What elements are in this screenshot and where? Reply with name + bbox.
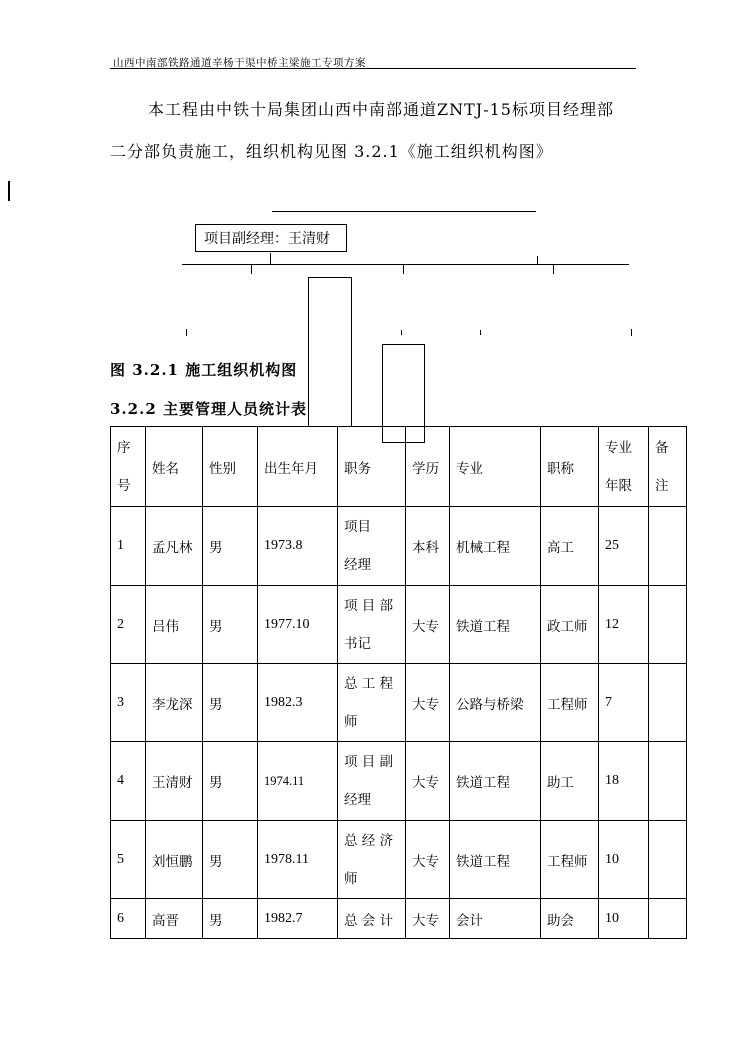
cell-birth: 1973.8 (258, 507, 338, 586)
table-header-row (111, 427, 687, 507)
cell-education: 本科 (406, 507, 450, 586)
cell-years: 10 (599, 821, 649, 899)
cell-title: 政工师 (541, 586, 599, 664)
cell-major: 机械工程 (450, 507, 541, 586)
cell-gender: 男 (203, 664, 258, 742)
org-tick (186, 329, 187, 336)
cell-education: 大专 (406, 664, 450, 742)
cell-position: 项目 经理 (338, 507, 406, 586)
org-connector (270, 253, 271, 264)
cell-title: 高工 (541, 507, 599, 586)
header-education: 学历 (406, 427, 450, 507)
header-position: 职务 (338, 427, 406, 507)
cell-seq: 3 (111, 664, 146, 742)
cell-position: 项 目 部 书记 (338, 586, 406, 664)
org-top-line (272, 211, 536, 212)
cell-name: 孟凡林 (146, 507, 203, 586)
org-branch-line (182, 264, 629, 265)
table-row (111, 821, 687, 899)
cell-name: 刘恒鹏 (146, 821, 203, 899)
org-tick (480, 330, 481, 335)
cell-seq: 6 (111, 899, 146, 939)
cell-birth: 1974.11 (258, 742, 338, 821)
cell-name: 吕伟 (146, 586, 203, 664)
intro-line-1: 本工程由中铁十局集团山西中南部通道ZNTJ-15标项目经理部 (148, 100, 614, 119)
cell-title: 工程师 (541, 664, 599, 742)
cell-years: 12 (599, 586, 649, 664)
header-seq: 序 号 (111, 427, 146, 507)
org-box-deputy-manager: 项目副经理：王清财 (195, 224, 347, 252)
org-tick (631, 329, 632, 336)
cell-years: 25 (599, 507, 649, 586)
cell-major: 铁道工程 (450, 821, 541, 899)
org-box-vertical (308, 277, 352, 427)
org-connector (537, 256, 538, 264)
header-name: 姓名 (146, 427, 203, 507)
table-row (111, 899, 687, 939)
header-birth: 出生年月 (258, 427, 338, 507)
cell-years: 18 (599, 742, 649, 821)
cell-education: 大专 (406, 586, 450, 664)
cell-name: 高晋 (146, 899, 203, 939)
cell-position: 总 工 程 师 (338, 664, 406, 742)
table-row (111, 742, 687, 821)
cell-major: 铁道工程 (450, 742, 541, 821)
cell-title: 助会 (541, 899, 599, 939)
cell-major: 铁道工程 (450, 586, 541, 664)
header-years: 专业 年限 (599, 427, 649, 507)
cell-gender: 男 (203, 821, 258, 899)
cell-gender: 男 (203, 586, 258, 664)
cell-gender: 男 (203, 899, 258, 939)
cell-seq: 5 (111, 821, 146, 899)
cell-birth: 1978.11 (258, 821, 338, 899)
org-connector (403, 265, 404, 274)
cell-seq: 2 (111, 586, 146, 664)
cell-name: 王清财 (146, 742, 203, 821)
cell-birth: 1982.3 (258, 664, 338, 742)
cell-remark (649, 664, 687, 742)
cell-seq: 4 (111, 742, 146, 821)
running-header: 山西中南部铁路通道辛杨干渠中桥主梁施工专项方案 (113, 57, 366, 69)
text-cursor (8, 181, 10, 201)
staff-table (110, 426, 687, 939)
cell-major: 会计 (450, 899, 541, 939)
table-caption: 3.2.2 主要管理人员统计表 (110, 400, 307, 418)
org-connector (251, 265, 252, 274)
cell-education: 大专 (406, 899, 450, 939)
table-row (111, 507, 687, 586)
cell-remark (649, 507, 687, 586)
header-major: 专业 (450, 427, 541, 507)
cell-position: 总 经 济 师 (338, 821, 406, 899)
cell-name: 李龙深 (146, 664, 203, 742)
cell-years: 10 (599, 899, 649, 939)
cell-title: 助工 (541, 742, 599, 821)
cell-seq: 1 (111, 507, 146, 586)
cell-education: 大专 (406, 821, 450, 899)
header-gender: 性别 (203, 427, 258, 507)
cell-gender: 男 (203, 507, 258, 586)
cell-education: 大专 (406, 742, 450, 821)
intro-line-2: 二分部负责施工，组织机构见图 3.2.1《施工组织机构图》 (110, 142, 553, 161)
cell-position: 项 目 副 经理 (338, 742, 406, 821)
cell-remark (649, 899, 687, 939)
cell-position: 总 会 计 (338, 899, 406, 939)
figure-caption: 图 3.2.1 施工组织机构图 (110, 361, 298, 379)
cell-gender: 男 (203, 742, 258, 821)
cell-title: 工程师 (541, 821, 599, 899)
cell-major: 公路与桥梁 (450, 664, 541, 742)
cell-remark (649, 821, 687, 899)
cell-remark (649, 742, 687, 821)
header-title: 职称 (541, 427, 599, 507)
cell-years: 7 (599, 664, 649, 742)
cell-birth: 1982.7 (258, 899, 338, 939)
table-row (111, 586, 687, 664)
table-row (111, 664, 687, 742)
org-tick (401, 330, 402, 335)
cell-remark (649, 586, 687, 664)
org-connector (553, 265, 554, 274)
cell-birth: 1977.10 (258, 586, 338, 664)
header-remark: 备 注 (649, 427, 687, 507)
header-rule (110, 68, 636, 69)
